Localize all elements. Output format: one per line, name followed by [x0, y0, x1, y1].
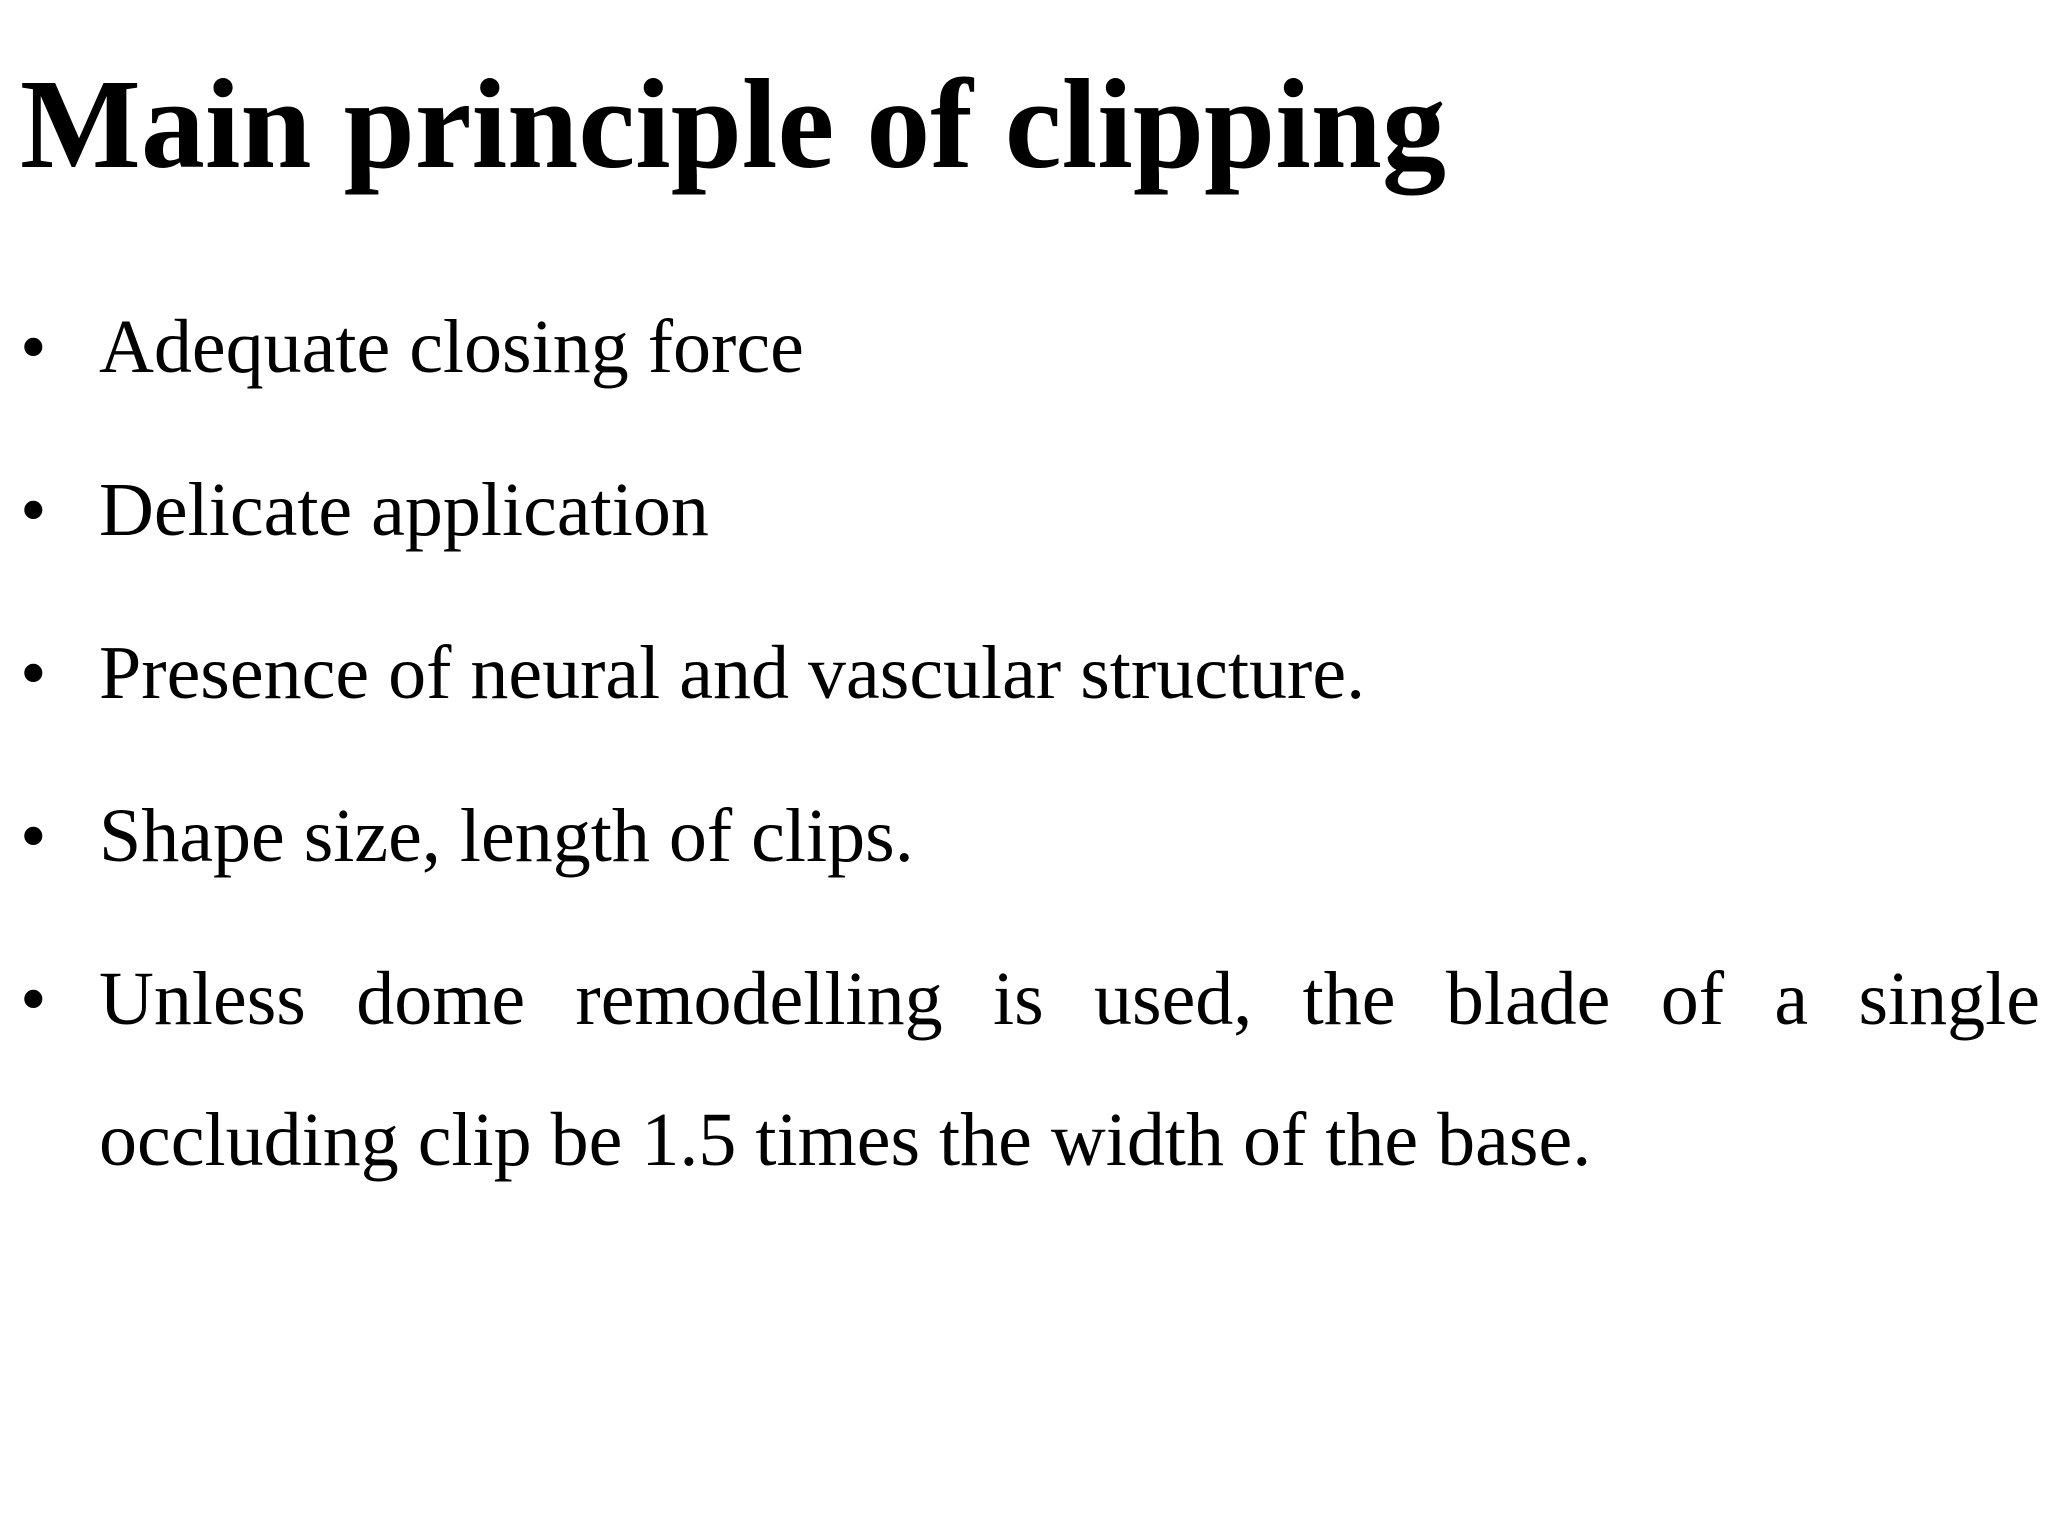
bullet-icon: •: [20, 305, 47, 389]
bullet-text: Shape size, length of clips.: [99, 794, 914, 878]
bullet-text: Adequate closing force: [99, 305, 804, 389]
bullet-text: Presence of neural and vascular structure.: [99, 631, 1366, 715]
bullet-icon: •: [20, 957, 47, 1041]
bullet-icon: •: [20, 794, 47, 878]
list-item: [0, 277, 2040, 418]
bullet-text: Delicate application: [99, 468, 709, 552]
bullet-icon: •: [20, 631, 47, 715]
list-item: [0, 766, 2040, 907]
list-item: [0, 929, 2040, 1211]
bullet-icon: •: [20, 468, 47, 552]
list-item: [0, 603, 2040, 744]
list-item: [0, 440, 2040, 581]
bullet-text: Unless dome remodelling is used, the blade of a single occluding clip be 1.5 times the width of the base.: [99, 957, 2040, 1182]
bullet-list: [0, 277, 2040, 1233]
slide-title: Main principle of clipping: [20, 53, 1446, 195]
